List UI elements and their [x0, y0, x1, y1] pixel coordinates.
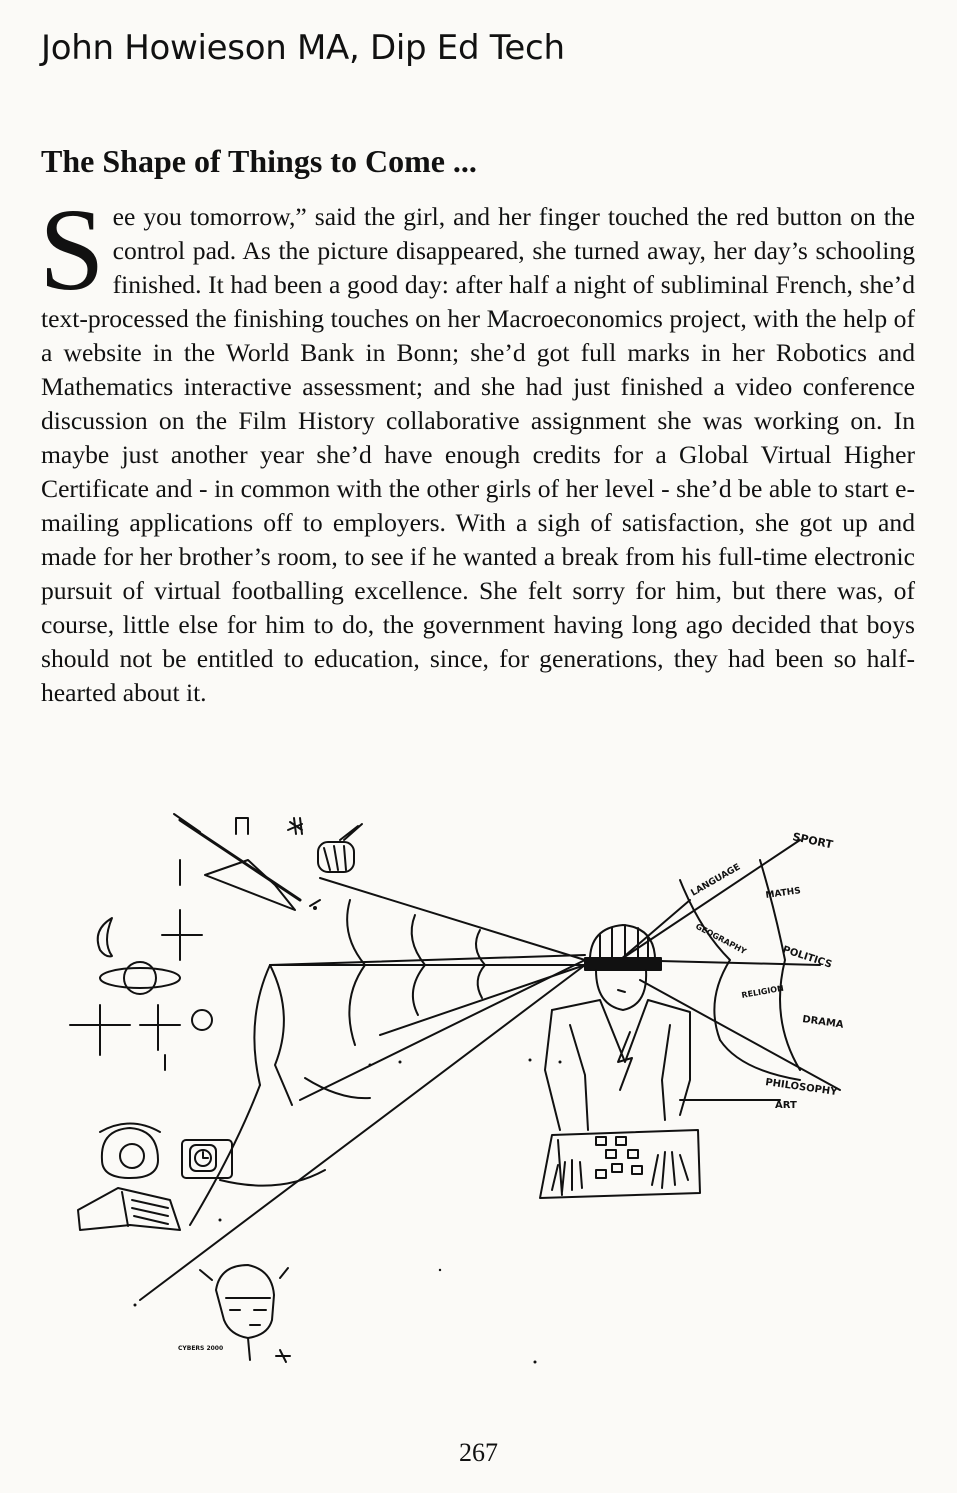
cyber-classroom-illustration — [40, 800, 920, 1390]
drop-cap: S — [39, 184, 105, 315]
label-politics: POLITICS — [781, 944, 834, 971]
page-number: 267 — [459, 1438, 498, 1467]
author-heading: John Howieson MA, Dip Ed Tech — [41, 28, 565, 68]
label-maths: MATHS — [765, 886, 802, 901]
communication-objects — [78, 1124, 232, 1231]
label-art: ART — [775, 1100, 797, 1111]
scattered-dots — [134, 906, 562, 1364]
artist-signature: CYBERS 2000 — [178, 1345, 224, 1352]
article-body-text: ee you tomorrow,” said the girl, and her finger touched the red button on the control pad. As the picture disappeared, she turned away, her day’s schooling finished. It had been a good day: after half a night of subliminal French, she’d text-processed the finishing touches on her Macroeconomics project, with the help of a website in the World Bank in Bonn; she’d got full marks in her Robotics and Mathematics interactive assessment; and she had just finished a video conference discussion on the Film History collaborative assignment she was working on. In maybe just another year she’d have enough credits for a Global Virtual Higher Certificate and - in common with the other girls of her level - she’d be able to start e-mailing applications off to employers. With a sigh of satisfaction, she got up and made for her brother’s room, to see if he wanted a break from his full-time electronic pursuit of virtual footballing excellence. She felt sorry for him, but there was, of course, little else for him to do, the government having long ago decided that boys should not be entitled to education, since, for generations, they had been so half-hearted about it. — [41, 202, 915, 707]
web-radials — [140, 878, 585, 1300]
article-body — [39, 184, 915, 710]
label-geography: GEOGRAPHY — [694, 921, 748, 957]
web-strands — [190, 900, 485, 1225]
article-title: The Shape of Things to Come ... — [41, 143, 477, 179]
label-drama: DRAMA — [801, 1014, 845, 1031]
label-language: LANGUAGE — [689, 862, 743, 899]
label-sport: SPORT — [791, 830, 835, 852]
label-religion: RELIGION — [740, 983, 785, 1000]
label-philosophy: PHILOSOPHY — [764, 1077, 838, 1099]
space-drawing — [70, 860, 212, 1070]
guitar-drawing — [174, 814, 362, 910]
